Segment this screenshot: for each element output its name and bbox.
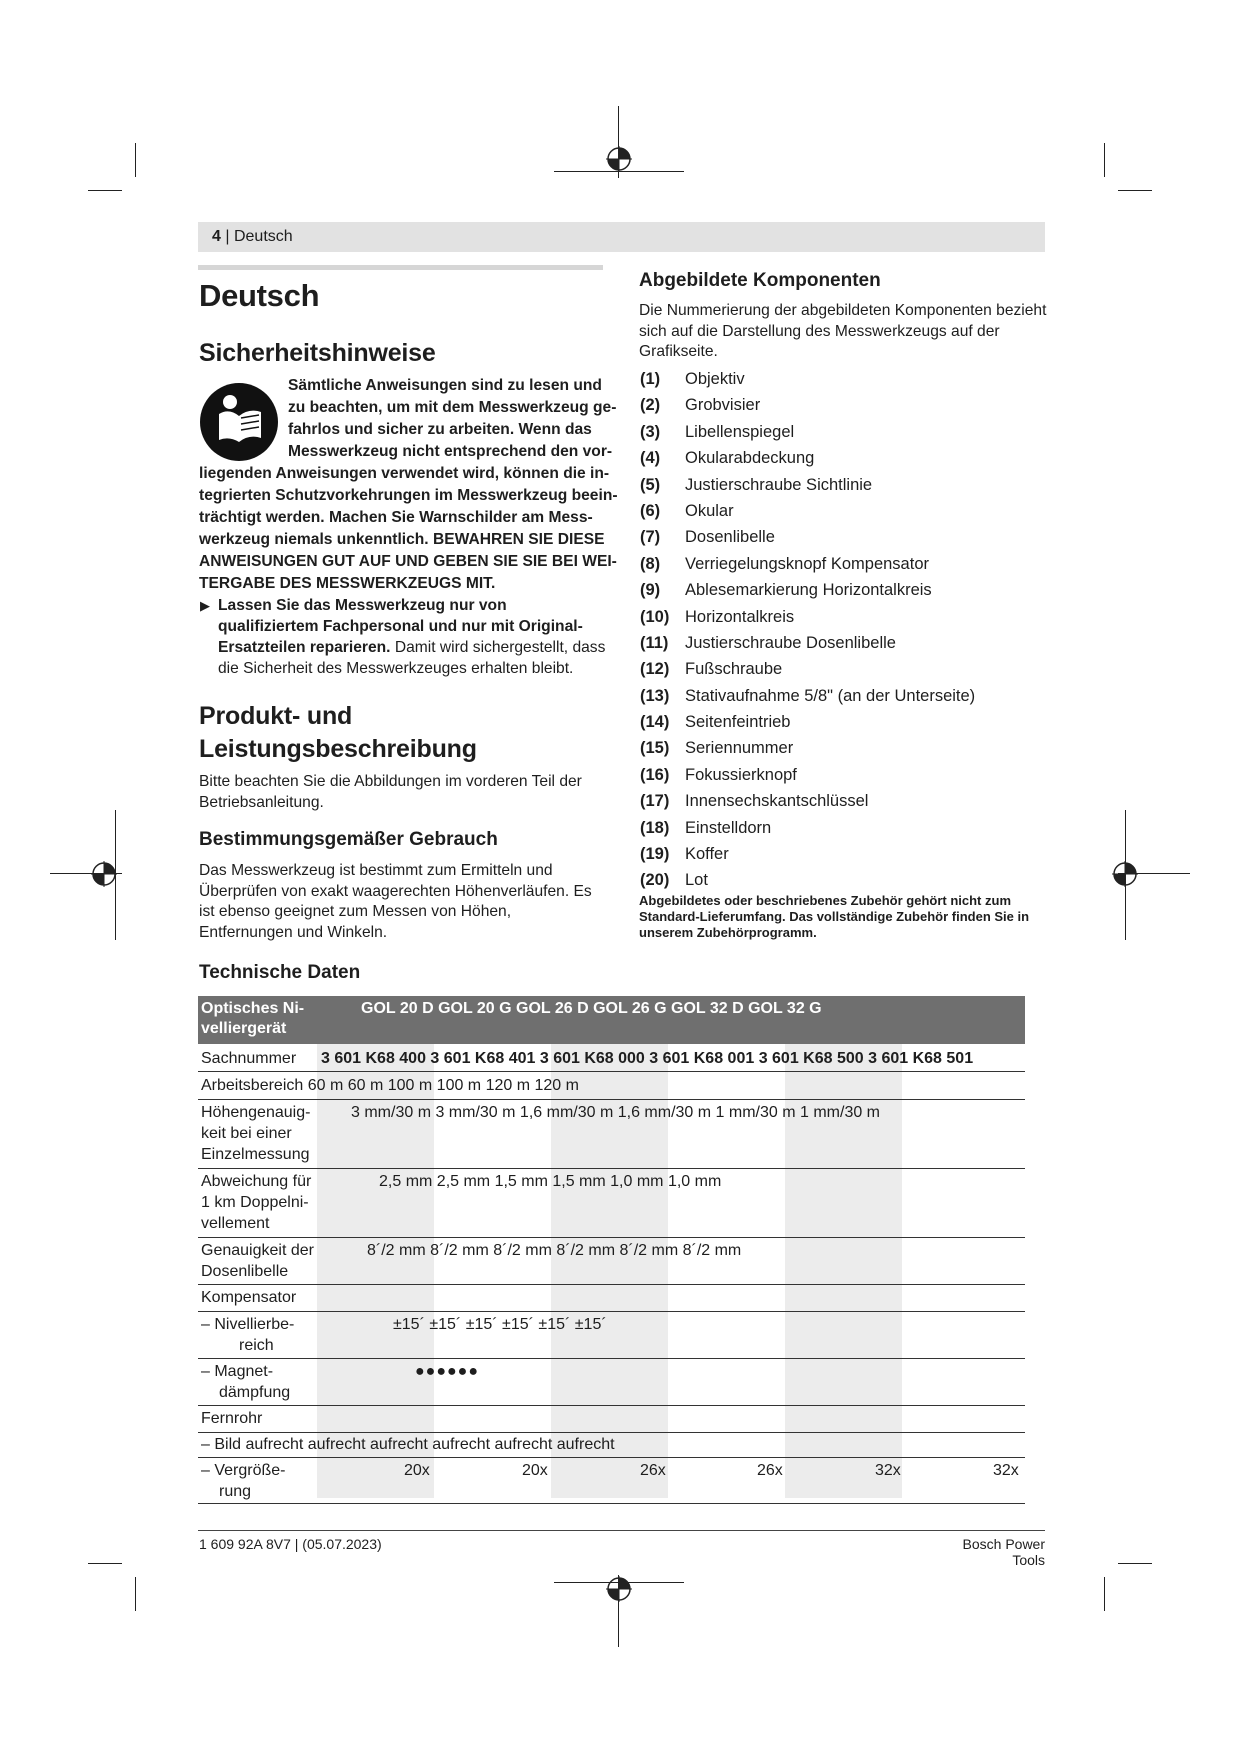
row-label-line: – Magnet- [201, 1363, 274, 1380]
safety-text [199, 463, 619, 595]
row-label-line: Höhengenauig- [201, 1104, 311, 1121]
list-item [640, 762, 1060, 788]
list-item [640, 788, 1060, 814]
row-divider [198, 1503, 1025, 1504]
row-value: 26x [757, 1462, 783, 1479]
crop-mark [1104, 143, 1105, 177]
component-number: (8) [640, 554, 661, 573]
accessory-note: Abgebildetes oder beschriebenes Zubehör gehört nicht zum Standard-Lieferumfang. Das vollständige Zubehör finden Sie in unserem Zubehörprogramm. [639, 893, 1030, 940]
component-label: Seitenfeintrieb [685, 713, 791, 732]
row-divider [198, 1311, 1025, 1312]
component-number: (17) [640, 792, 670, 811]
intended-use-text: Das Messwerkzeug ist bestimmt zum Ermitteln und Überprüfen von exakt waagerechten Höhenverläufen. Es ist ebenso geeignet zum Messen von Höhen, Entfernungen und Winkeln. [199, 862, 592, 941]
row-label: Arbeitsbereich 60 m 60 m 100 m 100 m 120 m 120 m [201, 1077, 579, 1094]
components-heading: Abgebildete Komponenten [639, 270, 881, 291]
row-divider [198, 1237, 1025, 1238]
crop-mark [1118, 190, 1152, 191]
component-label: Seriennummer [685, 739, 794, 758]
row-label-line: vellement [201, 1215, 270, 1232]
row-label [201, 1240, 314, 1282]
component-label: Lot [685, 871, 708, 890]
header-label [201, 999, 304, 1039]
footer-divider [198, 1530, 1045, 1531]
component-number: (18) [640, 818, 670, 837]
component-label: Okularabdeckung [685, 449, 815, 468]
component-number: (15) [640, 739, 670, 758]
component-number: (16) [640, 765, 670, 784]
row-label-line: Dosenlibelle [201, 1263, 289, 1280]
safety-text-line: ANWEISUNGEN GUT AUF UND GEBEN SIE SIE BEI WEI- [199, 553, 617, 570]
component-number: (20) [640, 871, 670, 890]
row-divider [198, 1358, 1025, 1359]
list-item [640, 445, 1060, 471]
safety-bullet [200, 595, 610, 679]
registration-mark-icon [606, 146, 632, 172]
list-item [640, 472, 1060, 498]
components-list [640, 366, 1060, 894]
safety-text-line: tegrierten Schutzvorkehrungen im Messwerkzeug beein- [199, 487, 618, 504]
component-label: Justierschraube Sichtlinie [685, 475, 873, 494]
bullet-arrow-icon: ▶ [200, 598, 210, 613]
list-item [640, 709, 1060, 735]
safety-intro-line: fahrlos und sicher zu arbeiten. Wenn das [288, 421, 592, 438]
list-item [640, 551, 1060, 577]
safety-intro-line: Sämtliche Anweisungen sind zu lesen und [288, 377, 602, 394]
row-label-line: keit bei einer [201, 1125, 292, 1142]
component-label: Justierschraube Dosenlibelle [685, 633, 896, 652]
safety-text-line: TERGABE DES MESSWERKZEUGS MIT. [199, 575, 496, 592]
row-label-line: 1 km Doppelni- [201, 1194, 309, 1211]
row-label-line: – Nivellierbe- [201, 1316, 295, 1333]
row-divider [198, 1432, 1025, 1433]
product-heading-line: Produkt- und [199, 702, 353, 730]
product-text: Bitte beachten Sie die Abbildungen im vorderen Teil der Betriebsanleitung. [199, 773, 582, 811]
component-number: (11) [640, 633, 669, 652]
registration-mark-icon [1112, 861, 1138, 887]
row-divider [198, 1457, 1025, 1458]
list-item [640, 683, 1060, 709]
safety-intro-line: Messwerkzeug nicht entsprechend den vor- [288, 443, 613, 460]
row-label-line: dämpfung [219, 1384, 291, 1401]
row-values: ●●●●●● [415, 1363, 479, 1380]
tech-heading: Technische Daten [199, 962, 361, 983]
component-number: (14) [640, 713, 670, 732]
bullet-normal-text: Damit wird sichergestellt, dass die Sicherheit des Messwerkzeuges erhalten bleibt. [218, 639, 606, 677]
crop-mark [135, 1577, 136, 1611]
product-heading-line: Leistungsbeschreibung [199, 735, 477, 763]
row-label-line: – Vergröße- [201, 1462, 286, 1479]
registration-mark-icon [91, 861, 117, 887]
row-label [201, 1314, 294, 1356]
page-number: 4 [212, 228, 221, 245]
row-divider [198, 1099, 1025, 1100]
page-header [198, 222, 1045, 252]
safety-heading: Sicherheitshinweise [199, 339, 436, 367]
list-item [640, 366, 1060, 392]
list-item [640, 735, 1060, 761]
row-label: Sachnummer [201, 1050, 297, 1067]
header-section: Deutsch [233, 228, 293, 245]
components-intro: Die Nummerierung der abgebildeten Komponenten bezieht sich auf die Darstellung des Messwerkzeugs auf der Grafikseite. [639, 302, 1047, 360]
list-item [640, 577, 1060, 603]
row-value: 32x [875, 1462, 901, 1479]
safety-text-line: trächtigt werden. Machen Sie Warnschilder am Mess- [199, 509, 593, 526]
list-item [640, 656, 1060, 682]
header-label-line: velliergerät [201, 1020, 287, 1037]
header-separator: | [225, 228, 230, 245]
header-models: GOL 20 D GOL 20 G GOL 26 D GOL 26 G GOL 32 D GOL 32 G [361, 1000, 822, 1017]
row-label: Kompensator [201, 1289, 297, 1306]
row-label-line: reich [239, 1337, 274, 1354]
component-number: (7) [640, 528, 661, 547]
list-item [640, 815, 1060, 841]
section-divider [198, 265, 603, 270]
row-value: 20x [404, 1462, 430, 1479]
component-label: Fußschraube [685, 660, 783, 679]
list-item [640, 419, 1060, 445]
crop-mark [1104, 1577, 1105, 1611]
safety-text-line: werkzeug niemals unkenntlich. BEWAHREN SIE DIESE [199, 531, 605, 548]
crop-mark [88, 190, 122, 191]
row-label-line: rung [219, 1483, 252, 1500]
row-divider [198, 1071, 1025, 1072]
component-number: (6) [640, 501, 661, 520]
row-divider [198, 1284, 1025, 1285]
row-divider [198, 1168, 1025, 1169]
component-label: Horizontalkreis [685, 607, 795, 626]
header-label-line: Optisches Ni- [201, 1000, 305, 1017]
row-values: 2,5 mm 2,5 mm 1,5 mm 1,5 mm 1,0 mm 1,0 mm [379, 1173, 722, 1190]
row-label [201, 1102, 310, 1165]
row-label: – Bild aufrecht aufrecht aufrecht aufrecht aufrecht aufrecht [201, 1436, 615, 1453]
component-label: Fokussierknopf [685, 765, 797, 784]
list-item [640, 392, 1060, 418]
component-label: Verriegelungsknopf Kompensator [685, 554, 929, 573]
row-label-line: Einzelmessung [201, 1146, 310, 1163]
crop-mark [135, 143, 136, 177]
page-title: Deutsch [199, 278, 320, 313]
footer-doc-id: 1 609 92A 8V7 | (05.07.2023) [199, 1536, 382, 1552]
component-number: (1) [640, 370, 661, 388]
component-label: Okular [685, 501, 734, 520]
product-heading [199, 700, 477, 766]
safety-intro [288, 375, 618, 463]
safety-intro-line: zu beachten, um mit dem Messwerkzeug ge- [288, 399, 617, 416]
component-number: (9) [640, 581, 661, 600]
component-label: Dosenlibelle [685, 528, 775, 547]
row-label [201, 1171, 311, 1234]
component-number: (10) [640, 607, 670, 626]
component-number: (3) [640, 422, 661, 441]
row-values: ±15´ ±15´ ±15´ ±15´ ±15´ ±15´ [393, 1316, 607, 1333]
list-item [640, 604, 1060, 630]
row-values: 3 mm/30 m 3 mm/30 m 1,6 mm/30 m 1,6 mm/30 m 1 mm/30 m 1 mm/30 m [351, 1104, 881, 1121]
row-label-line: Abweichung für [201, 1173, 312, 1190]
row-label [201, 1361, 290, 1403]
row-label [201, 1460, 285, 1502]
row-value: 32x [993, 1462, 1019, 1479]
table-header [198, 996, 1025, 1044]
component-number: (13) [640, 686, 670, 705]
row-value: 26x [640, 1462, 666, 1479]
component-label: Einstelldorn [685, 818, 772, 837]
row-value: 20x [522, 1462, 548, 1479]
read-manual-icon [199, 382, 279, 462]
list-item [640, 867, 1060, 893]
component-label: Grobvisier [685, 396, 761, 415]
list-item [640, 841, 1060, 867]
component-label: Koffer [685, 845, 729, 864]
safety-text-line: liegenden Anweisungen verwendet wird, können die in- [199, 465, 610, 482]
row-values: 3 601 K68 400 3 601 K68 401 3 601 K68 000 3 601 K68 001 3 601 K68 500 3 601 K68 501 [321, 1050, 974, 1067]
crop-mark [1118, 1563, 1152, 1564]
registration-mark-icon [606, 1576, 632, 1602]
component-number: (5) [640, 475, 661, 494]
component-label: Ablesemarkierung Horizontalkreis [685, 581, 932, 600]
component-number: (12) [640, 660, 670, 679]
component-label: Objektiv [685, 370, 745, 388]
component-label: Innensechskantschlüssel [685, 792, 869, 811]
component-label: Libellenspiegel [685, 422, 795, 441]
row-values: 8´/2 mm 8´/2 mm 8´/2 mm 8´/2 mm 8´/2 mm 8´/2 mm [367, 1242, 742, 1259]
row-label: Fernrohr [201, 1410, 263, 1427]
component-label: Stativaufnahme 5/8" (an der Unterseite) [685, 686, 976, 705]
row-label-line: Genauigkeit der [201, 1242, 314, 1259]
bullet-bold-text: Lassen Sie das Messwerkzeug nur von qualifiziertem Fachpersonal und nur mit Original-Ersatzteilen reparieren. [218, 597, 583, 656]
component-number: (4) [640, 449, 661, 468]
list-item [640, 498, 1060, 524]
intended-use-heading: Bestimmungsgemäßer Gebrauch [199, 829, 498, 850]
footer-brand: Bosch Power Tools [962, 1536, 1045, 1568]
row-divider [198, 1405, 1025, 1406]
list-item [640, 524, 1060, 550]
list-item [640, 630, 1060, 656]
crop-mark [88, 1563, 122, 1564]
component-number: (2) [640, 396, 661, 415]
component-number: (19) [640, 845, 670, 864]
